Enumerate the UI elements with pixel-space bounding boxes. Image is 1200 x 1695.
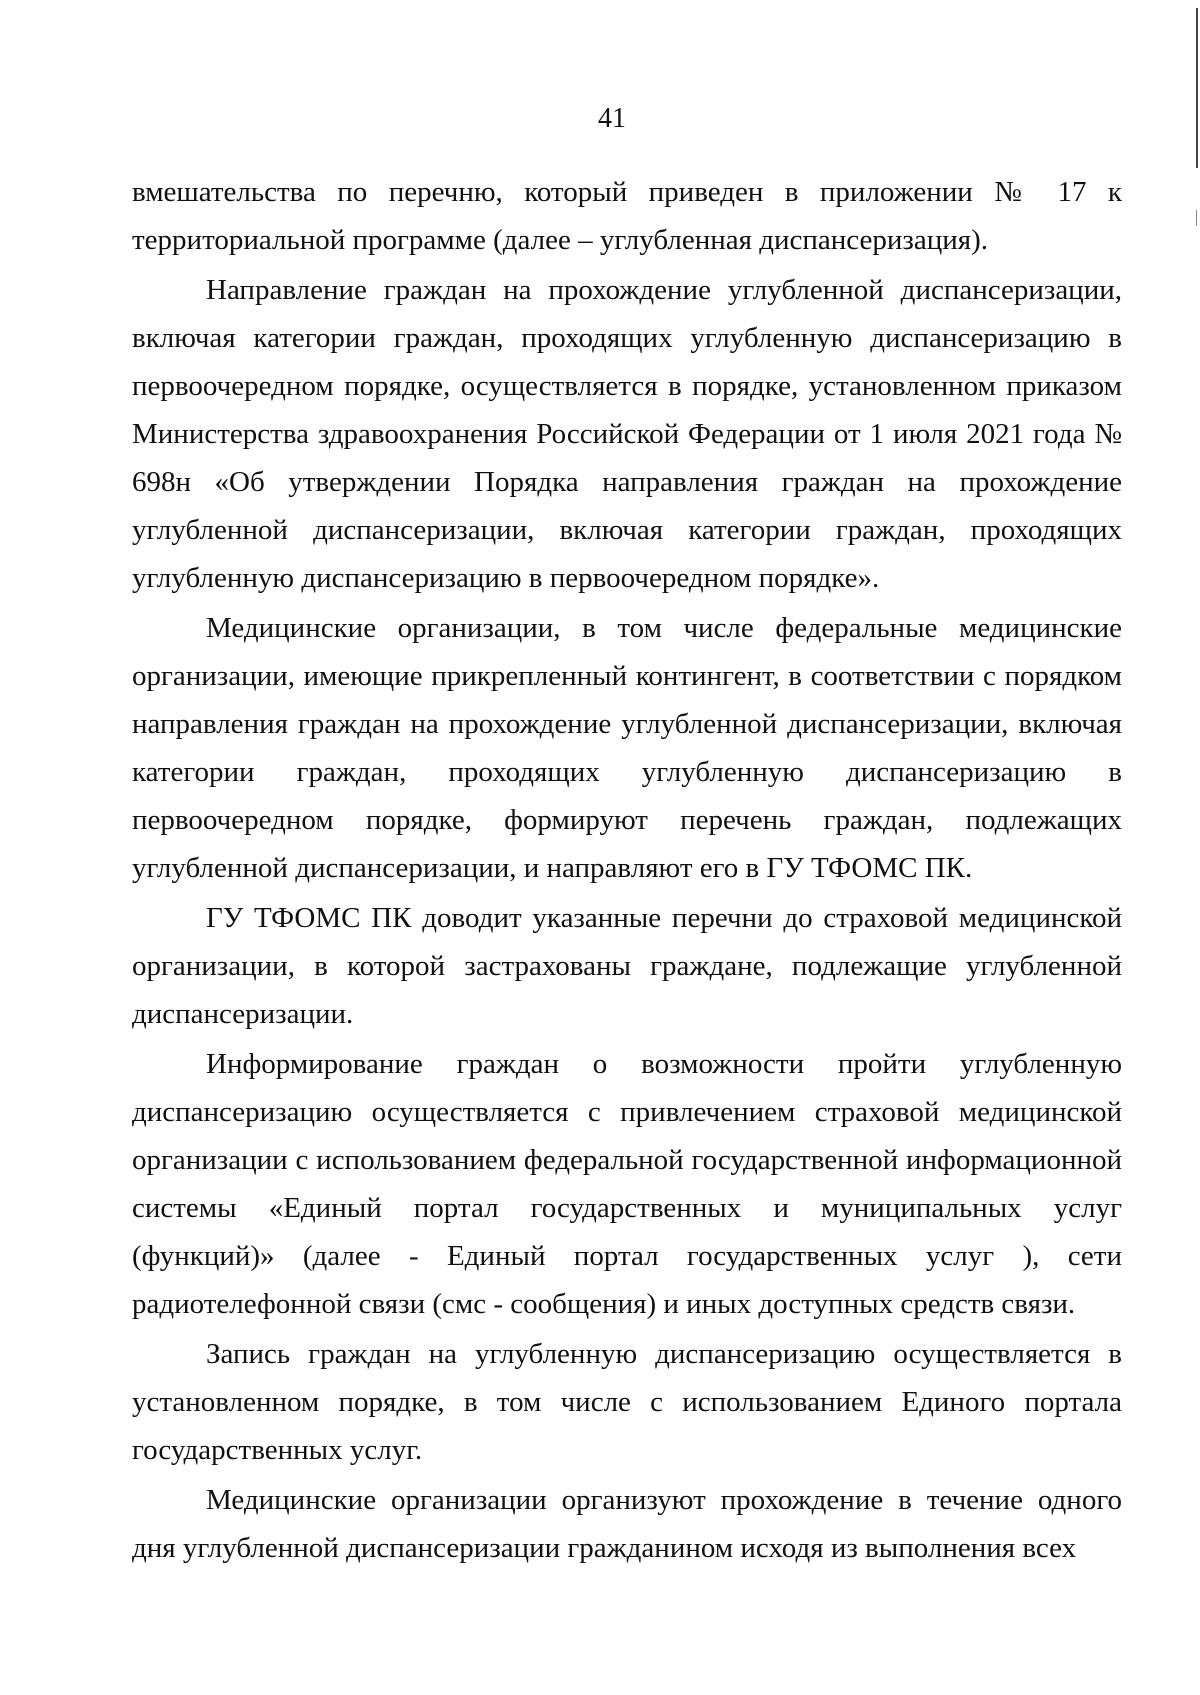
- page-number: 41: [598, 103, 626, 134]
- paragraph: Запись граждан на углубленную диспансеризацию осуществляется в установленном порядке, в том числе с использованием Единого портала государственных услуг.: [132, 1338, 1122, 1466]
- paragraph: Медицинские организации организуют прохождение в течение одного дня углубленной диспансеризации гражданином исходя из выполнения всех: [132, 1484, 1122, 1564]
- paragraph: Направление граждан на прохождение углубленной диспансеризации, включая категории граждан, проходящих углубленную диспансеризацию в первоочередном порядке, осуществляется в порядке, установленном приказом Министерства здравоохранения Российской Федерации от 1 июля 2021 года № 698н «Об утверждении Порядка направления граждан на прохождение углубленной диспансеризации, включая категории граждан, проходящих углубленную диспансеризацию в первоочередном порядке».: [132, 274, 1122, 594]
- paragraph: Медицинские организации, в том числе федеральные медицинские организации, имеющие прикрепленный контингент, в соответствии с порядком направления граждан на прохождение углубленной диспансеризации, включая категории граждан, проходящих углубленную диспансеризацию в первоочередном порядке, формируют перечень граждан, подлежащих углубленной диспансеризации, и направляют его в ГУ ТФОМС ПК.: [132, 612, 1122, 884]
- paragraph: ГУ ТФОМС ПК доводит указанные перечни до страховой медицинской организации, в которой застрахованы граждане, подлежащие углубленной диспансеризации.: [132, 902, 1122, 1030]
- scan-edge-mark: [1196, 210, 1197, 226]
- paragraph-continuation: вмешательства по перечню, который приведен в приложении № 17 к территориальной программе (далее – углубленная диспансеризация).: [132, 176, 1122, 256]
- document-body: [132, 168, 1122, 1572]
- paragraph: Информирование граждан о возможности пройти углубленную диспансеризацию осуществляется с привлечением страховой медицинской организации с использованием федеральной государственной информационной системы «Единый портал государственных и муниципальных услуг (функций)» (далее - Единый портал государственных услуг ), сети радиотелефонной связи (смс - сообщения) и иных доступных средств связи.: [132, 1048, 1122, 1320]
- scan-edge-mark: [1196, 8, 1198, 168]
